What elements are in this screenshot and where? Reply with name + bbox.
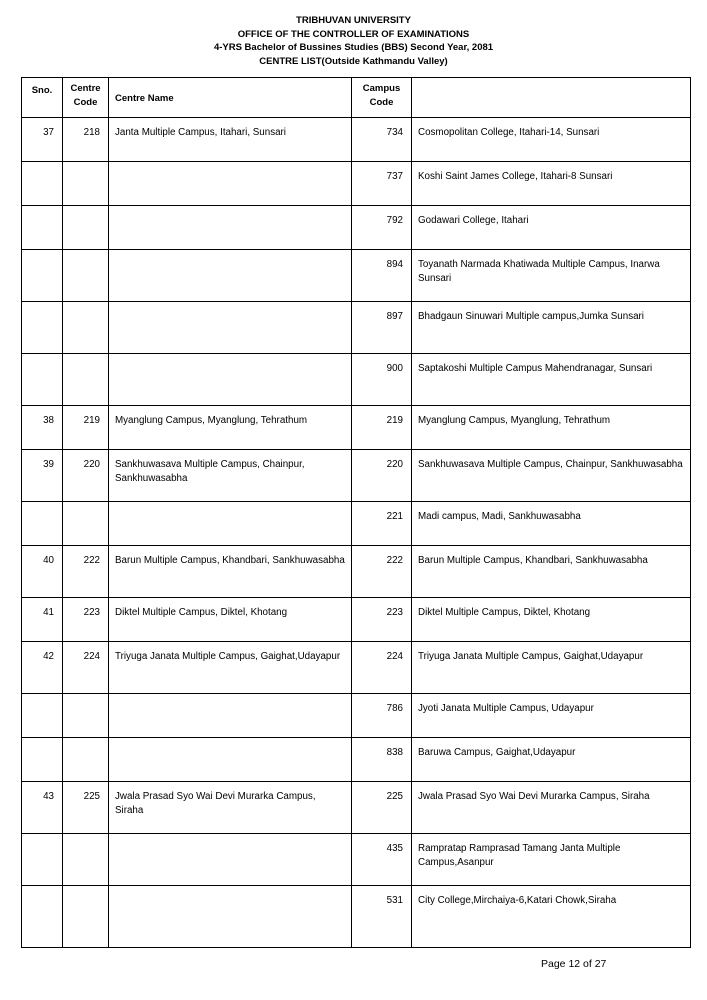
cell-centre-name-text: [109, 206, 351, 214]
table-row: [22, 598, 691, 642]
cell-sno-text: 41: [43, 607, 54, 618]
col-header-centre-name: Centre Name: [109, 78, 352, 118]
table-row: [22, 886, 691, 948]
cell-campus-code-text: 219: [386, 415, 403, 426]
cell-campus-name: [412, 354, 691, 406]
cell-sno: [22, 738, 63, 782]
cell-centre-code-text: [63, 834, 108, 842]
cell-campus-code-text: 222: [386, 555, 403, 566]
cell-campus-name-text: Godawari College, Itahari: [418, 215, 529, 226]
table-row: [22, 206, 691, 250]
cell-campus-name: [412, 598, 691, 642]
cell-centre-code: [63, 886, 109, 948]
cell-centre-code-text: [63, 206, 108, 214]
cell-campus-code: [352, 450, 412, 502]
cell-centre-code-text: 224: [83, 651, 100, 662]
cell-centre-name-text: Triyuga Janata Multiple Campus, Gaighat,Udayapur: [115, 651, 341, 662]
cell-centre-code-text: [63, 694, 108, 702]
cell-sno-text: [22, 354, 62, 362]
cell-centre-name: [109, 502, 352, 546]
cell-sno-text: [22, 162, 62, 170]
cell-campus-code: [352, 502, 412, 546]
cell-centre-name: [109, 450, 352, 502]
cell-sno-text: 42: [43, 651, 54, 662]
cell-sno: [22, 694, 63, 738]
cell-campus-code-text: 223: [386, 607, 403, 618]
cell-sno: [22, 502, 63, 546]
cell-centre-code: [63, 406, 109, 450]
col-header-centre-code: Centre Code: [63, 78, 109, 118]
cell-sno-text: [22, 694, 62, 702]
table-body: [22, 118, 691, 948]
cell-campus-name-text: Myanglung Campus, Myanglung, Tehrathum: [418, 415, 611, 426]
cell-centre-code: [63, 834, 109, 886]
cell-campus-code: [352, 406, 412, 450]
cell-campus-code-text: 221: [386, 511, 403, 522]
cell-centre-name-text: Diktel Multiple Campus, Diktel, Khotang: [115, 607, 288, 618]
cell-campus-code-text: 737: [386, 171, 403, 182]
cell-centre-code-text: [63, 354, 108, 362]
table-row: [22, 782, 691, 834]
cell-sno-text: [22, 886, 62, 894]
cell-sno: [22, 162, 63, 206]
cell-centre-code-text: 225: [83, 791, 100, 802]
cell-campus-name-text: Bhadgaun Sinuwari Multiple campus,Jumka Sunsari: [418, 311, 644, 322]
table-row: [22, 546, 691, 598]
cell-campus-code: [352, 642, 412, 694]
cell-campus-name: [412, 502, 691, 546]
cell-centre-code-text: [63, 738, 108, 746]
cell-sno: [22, 354, 63, 406]
cell-centre-code: [63, 738, 109, 782]
cell-sno-text: [22, 834, 62, 842]
table-row: [22, 302, 691, 354]
cell-sno-text: [22, 502, 62, 510]
cell-campus-code: [352, 782, 412, 834]
cell-sno: [22, 642, 63, 694]
cell-centre-code: [63, 502, 109, 546]
cell-campus-name: [412, 406, 691, 450]
cell-campus-name-text: Madi campus, Madi, Sankhuwasabha: [418, 511, 581, 522]
cell-campus-code-text: 531: [386, 895, 403, 906]
document-header: [0, 14, 707, 68]
cell-campus-code-text: 838: [386, 747, 403, 758]
cell-campus-name: [412, 206, 691, 250]
cell-sno: [22, 206, 63, 250]
table-row: [22, 502, 691, 546]
cell-sno-text: 39: [43, 459, 54, 470]
cell-centre-code-text: [63, 502, 108, 510]
cell-centre-code: [63, 694, 109, 738]
cell-campus-code: [352, 738, 412, 782]
cell-sno-text: [22, 738, 62, 746]
cell-campus-name-text: Jyoti Janata Multiple Campus, Udayapur: [418, 703, 594, 714]
cell-campus-code: [352, 598, 412, 642]
cell-centre-name: [109, 250, 352, 302]
cell-campus-code: [352, 118, 412, 162]
cell-campus-code-text: 734: [386, 127, 403, 138]
col-header-sno: Sno.: [22, 78, 63, 118]
cell-centre-code-text: 218: [83, 127, 100, 138]
cell-sno-text: 40: [43, 555, 54, 566]
cell-campus-name: [412, 694, 691, 738]
cell-centre-name: [109, 206, 352, 250]
cell-sno-text: [22, 302, 62, 310]
cell-campus-code: [352, 694, 412, 738]
cell-campus-name-text: Rampratap Ramprasad Tamang Janta Multiple Campus,Asanpur: [418, 843, 621, 868]
cell-sno-text: 43: [43, 791, 54, 802]
table-row: [22, 162, 691, 206]
cell-centre-name-text: Jwala Prasad Syo Wai Devi Murarka Campus, Siraha: [115, 791, 316, 816]
cell-centre-name-text: [109, 694, 351, 702]
cell-centre-code-text: 223: [83, 607, 100, 618]
cell-campus-name-text: Jwala Prasad Syo Wai Devi Murarka Campus, Siraha: [418, 791, 650, 802]
cell-centre-code: [63, 642, 109, 694]
cell-centre-name-text: Myanglung Campus, Myanglung, Tehrathum: [115, 415, 308, 426]
cell-sno-text: 37: [43, 127, 54, 138]
cell-campus-code-text: 435: [386, 843, 403, 854]
cell-centre-name: [109, 354, 352, 406]
table-row: [22, 738, 691, 782]
cell-campus-name: [412, 738, 691, 782]
cell-sno-text: [22, 206, 62, 214]
col-header-campus-code: Campus Code: [352, 78, 412, 118]
cell-sno: [22, 782, 63, 834]
cell-centre-code: [63, 450, 109, 502]
table-row: [22, 642, 691, 694]
cell-campus-code: [352, 886, 412, 948]
cell-centre-name-text: Janta Multiple Campus, Itahari, Sunsari: [115, 127, 286, 138]
cell-centre-code-text: 222: [83, 555, 100, 566]
cell-campus-code-text: 225: [386, 791, 403, 802]
cell-campus-code-text: 897: [386, 311, 403, 322]
cell-campus-name-text: Diktel Multiple Campus, Diktel, Khotang: [418, 607, 591, 618]
cell-campus-name-text: Barun Multiple Campus, Khandbari, Sankhuwasabha: [418, 555, 648, 566]
table-row: [22, 834, 691, 886]
table-row: [22, 118, 691, 162]
university-title: TRIBHUVAN UNIVERSITY: [296, 15, 411, 26]
cell-sno: [22, 834, 63, 886]
cell-centre-name-text: [109, 738, 351, 746]
cell-centre-code-text: [63, 886, 108, 894]
cell-sno: [22, 250, 63, 302]
cell-sno-text: [22, 250, 62, 258]
cell-campus-code-text: 900: [386, 363, 403, 374]
cell-centre-name: [109, 406, 352, 450]
cell-campus-name: [412, 886, 691, 948]
table-row: [22, 694, 691, 738]
cell-campus-code-text: 786: [386, 703, 403, 714]
cell-centre-code-text: 220: [83, 459, 100, 470]
cell-campus-code-text: 894: [386, 259, 403, 270]
cell-centre-code: [63, 302, 109, 354]
cell-campus-name-text: Koshi Saint James College, Itahari-8 Sunsari: [418, 171, 613, 182]
cell-centre-name-text: [109, 250, 351, 258]
cell-centre-code: [63, 118, 109, 162]
office-title: OFFICE OF THE CONTROLLER OF EXAMINATIONS: [237, 28, 470, 40]
cell-campus-code: [352, 354, 412, 406]
col-header-campus-name: [412, 78, 691, 118]
cell-campus-code-text: 224: [386, 651, 403, 662]
cell-sno-text: 38: [43, 415, 54, 426]
cell-campus-name: [412, 642, 691, 694]
cell-campus-code: [352, 834, 412, 886]
cell-campus-name-text: City College,Mirchaiya-6,Katari Chowk,Siraha: [418, 895, 617, 906]
cell-centre-name: [109, 642, 352, 694]
cell-centre-name-text: [109, 886, 351, 894]
table-row: [22, 250, 691, 302]
exam-title: 4-YRS Bachelor of Bussines Studies (BBS) Second Year, 2081: [213, 42, 494, 53]
cell-campus-code: [352, 302, 412, 354]
cell-sno: [22, 406, 63, 450]
cell-centre-name-text: [109, 354, 351, 362]
cell-campus-name: [412, 162, 691, 206]
cell-sno: [22, 118, 63, 162]
cell-centre-code-text: [63, 302, 108, 310]
list-title: CENTRE LIST(Outside Kathmandu Valley): [259, 55, 448, 67]
cell-campus-name-text: Toyanath Narmada Khatiwada Multiple Campus, Inarwa Sunsari: [418, 259, 660, 284]
cell-centre-code-text: [63, 250, 108, 258]
cell-campus-name: [412, 546, 691, 598]
cell-centre-name: [109, 546, 352, 598]
cell-campus-name: [412, 302, 691, 354]
cell-sno: [22, 302, 63, 354]
cell-centre-name: [109, 694, 352, 738]
cell-sno: [22, 886, 63, 948]
cell-centre-code: [63, 782, 109, 834]
cell-sno: [22, 546, 63, 598]
cell-campus-name-text: Saptakoshi Multiple Campus Mahendranagar, Sunsari: [418, 363, 653, 374]
cell-centre-code: [63, 546, 109, 598]
table-row: [22, 354, 691, 406]
cell-centre-code: [63, 354, 109, 406]
cell-centre-name: [109, 738, 352, 782]
cell-campus-code: [352, 206, 412, 250]
cell-centre-code: [63, 206, 109, 250]
cell-campus-code: [352, 250, 412, 302]
cell-campus-name: [412, 834, 691, 886]
page-number: Page 12 of 27: [541, 958, 607, 970]
cell-centre-name: [109, 162, 352, 206]
cell-centre-code: [63, 162, 109, 206]
table-header-row: [22, 78, 691, 118]
cell-centre-code-text: 219: [83, 415, 100, 426]
table-row: [22, 450, 691, 502]
table-row: [22, 406, 691, 450]
cell-sno: [22, 450, 63, 502]
cell-campus-name-text: Sankhuwasava Multiple Campus, Chainpur, Sankhuwasabha: [418, 459, 683, 470]
cell-centre-name: [109, 302, 352, 354]
cell-campus-name: [412, 250, 691, 302]
cell-centre-name-text: [109, 162, 351, 170]
cell-centre-name-text: [109, 302, 351, 310]
cell-campus-name-text: Baruwa Campus, Gaighat,Udayapur: [418, 747, 576, 758]
cell-campus-name: [412, 450, 691, 502]
cell-campus-name-text: Triyuga Janata Multiple Campus, Gaighat,Udayapur: [418, 651, 644, 662]
cell-centre-name: [109, 834, 352, 886]
cell-centre-code: [63, 598, 109, 642]
cell-centre-name-text: [109, 502, 351, 510]
cell-centre-code: [63, 250, 109, 302]
cell-centre-name-text: [109, 834, 351, 842]
cell-campus-code: [352, 546, 412, 598]
cell-centre-name: [109, 886, 352, 948]
cell-centre-code-text: [63, 162, 108, 170]
centre-list-table: [21, 77, 691, 948]
cell-centre-name: [109, 782, 352, 834]
cell-campus-name: [412, 118, 691, 162]
cell-campus-code: [352, 162, 412, 206]
cell-sno: [22, 598, 63, 642]
cell-centre-name: [109, 598, 352, 642]
cell-centre-name-text: Barun Multiple Campus, Khandbari, Sankhuwasabha: [115, 555, 345, 566]
cell-campus-name: [412, 782, 691, 834]
cell-centre-name: [109, 118, 352, 162]
cell-campus-code-text: 792: [386, 215, 403, 226]
cell-campus-code-text: 220: [386, 459, 403, 470]
cell-campus-name-text: Cosmopolitan College, Itahari-14, Sunsari: [418, 127, 600, 138]
cell-centre-name-text: Sankhuwasava Multiple Campus, Chainpur, Sankhuwasabha: [115, 459, 305, 484]
